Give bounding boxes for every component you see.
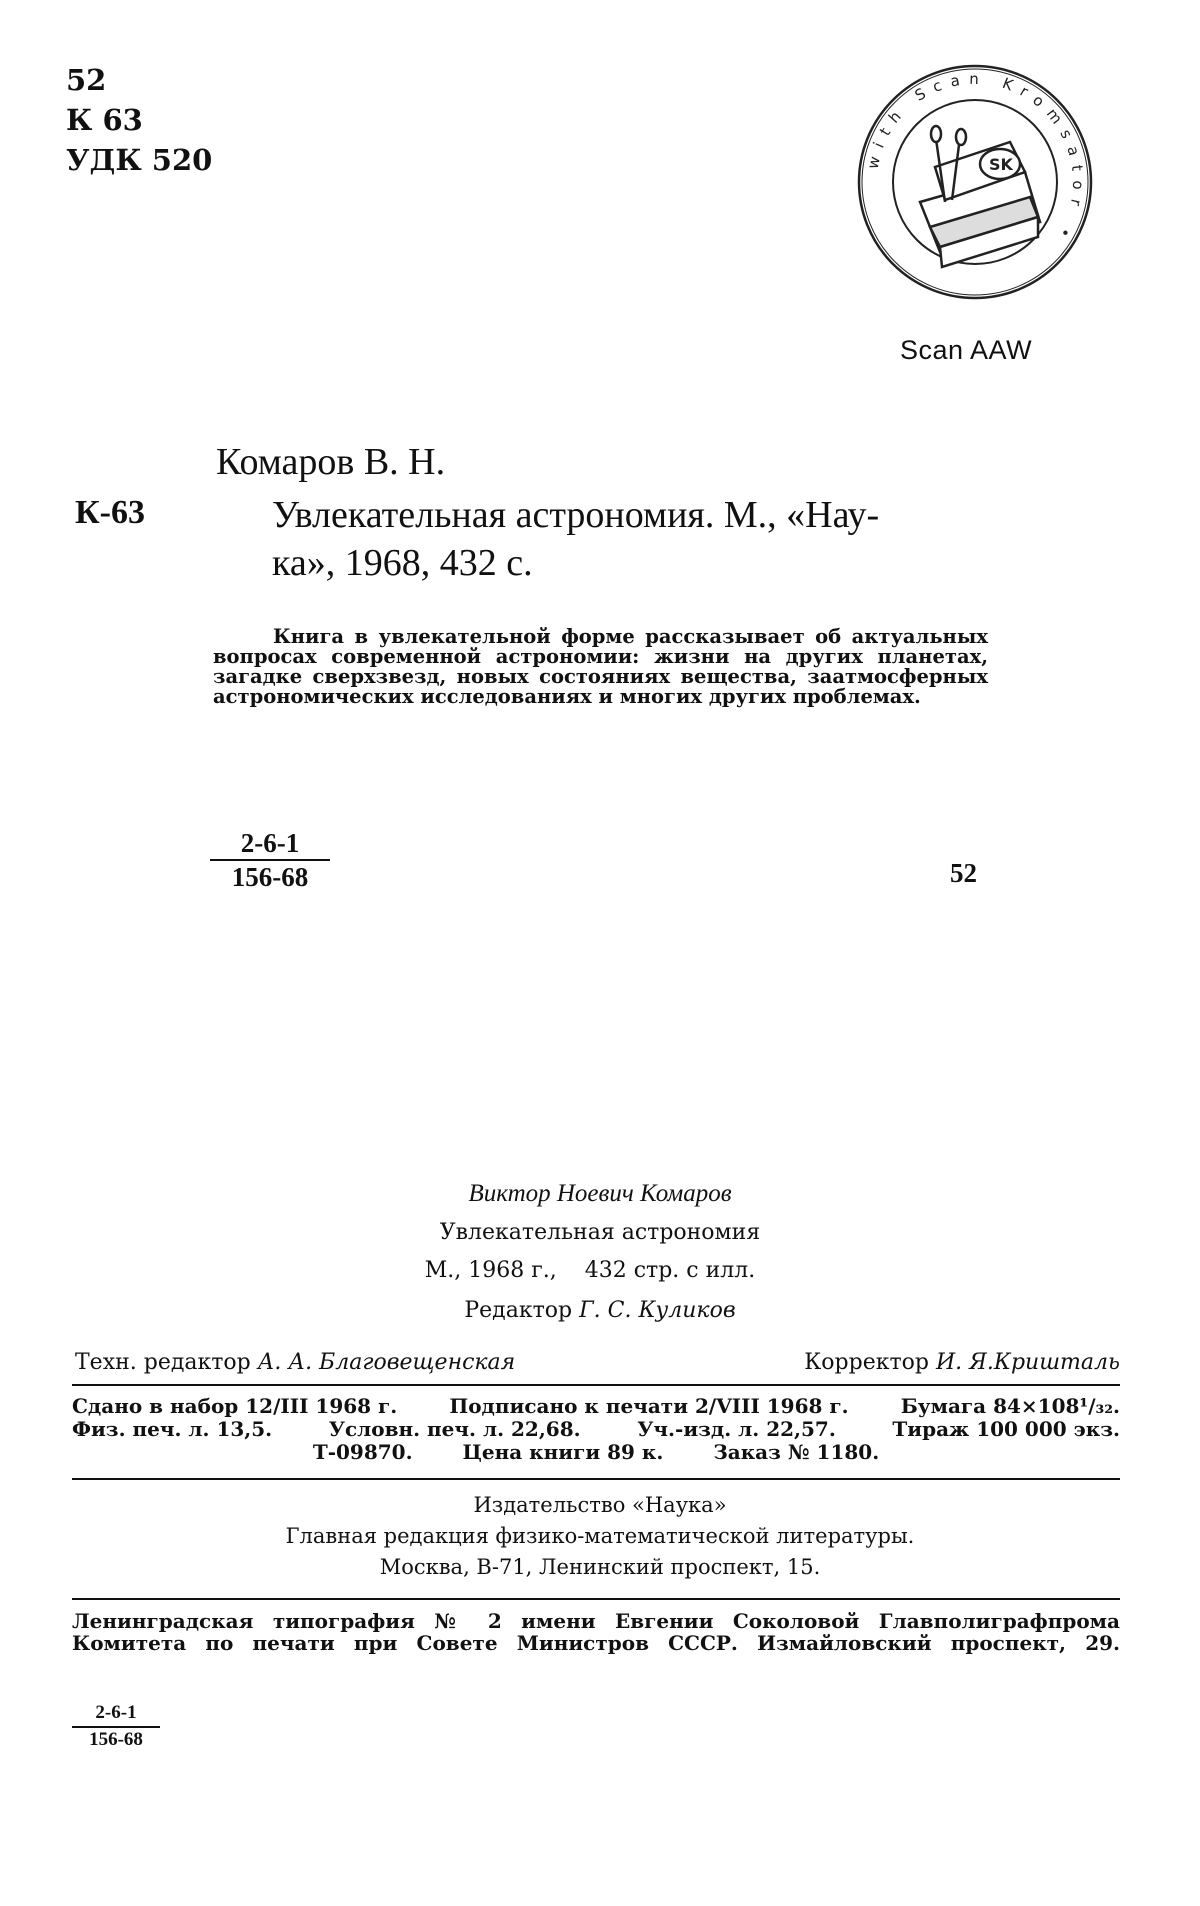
book-title-line-2: ка», 1968, 432 с. [272,542,533,584]
imprint-print-run: Тираж 100 000 экз. [892,1417,1120,1441]
catalog-number: К-63 [75,494,145,531]
imprint-block [72,1395,1120,1464]
imprint-order-no: Заказ № 1180. [713,1440,880,1464]
proofreader-name: И. Я.Кришталь [935,1350,1120,1375]
imprint-typeset-date: Сдано в набор 12/III 1968 г. [72,1394,398,1418]
imprint-conventional-sheets: Условн. печ. л. 22,68. [328,1417,581,1441]
imprint-license-no: Т-09870. [312,1440,413,1464]
colophon-title: Увлекательная астрономия [439,1220,761,1245]
imprint-physical-sheets: Физ. печ. л. 13,5. [72,1417,273,1441]
shelf-mark: К 63 [66,103,143,137]
imprint-price: Цена книги 89 к. [462,1440,664,1464]
editor-name: Г. С. Куликов [579,1298,736,1323]
divider [72,1598,1120,1600]
imprint-signed-date: Подписано к печати 2/VIII 1968 г. [449,1394,849,1418]
index-right-code: 52 [950,858,977,888]
svg-text:with Scan Kromsator •: with Scan Kromsator • [863,69,1088,249]
editor-label: Редактор [464,1298,573,1323]
colophon-publication: М., 1968 г., 432 стр. с илл. [424,1258,756,1283]
publisher-address: Москва, В-71, Ленинский проспект, 15. [379,1555,821,1579]
tech-editor-name: А. А. Благовещенская [257,1350,516,1375]
imprint-row [72,1395,1120,1418]
proofreader-credit [804,1350,1120,1375]
author-name: Комаров В. Н. [216,441,446,483]
book-stack-icon [920,126,1040,267]
colophon-author: Виктор Ноевич Комаров [468,1180,732,1207]
printer-info: Ленинградская типография № 2 имени Евгении Соколовой Главполиграфпрома Комитета по печати при Совете Министров СССР. Измайловский проспект, 29. [72,1609,1120,1655]
imprint-publisher-sheets: Уч.-изд. л. 22,57. [637,1417,836,1441]
tech-editor-label: Техн. редактор [75,1350,251,1375]
imprint-row [72,1441,1120,1464]
imprint-row [72,1418,1120,1441]
scan-label: Scan AAW [900,335,1033,365]
bbk-code: 52 [66,63,107,97]
abstract-text: Книга в увлекательной форме рассказывает об актуальных вопросах современной астрономии: жизни на других планетах, загадке сверхзвезд, новых состояниях вещества, заатмосферных астрономических исследованиях и многих других проблемах. [213,625,988,708]
colophon-editor [0,1298,1200,1323]
index-denominator: 156-68 [231,862,309,892]
book-title-line-1: Увлекательная астрономия. М., «Нау- [272,494,880,536]
divider [72,1478,1120,1480]
publisher-block [0,1490,1200,1583]
book-title-block [272,491,992,587]
publisher-name: Издательство «Наука» [473,1493,727,1517]
index-numerator: 2-6-1 [240,828,300,858]
footer-index-fraction [72,1700,160,1752]
imprint-paper-format: Бумага 84×108¹/₃₂. [900,1394,1120,1418]
udc-code: УДК 520 [66,143,213,177]
footer-index-denominator: 156-68 [89,1729,143,1750]
scan-stamp-seal [850,52,1100,312]
proofreader-label: Корректор [804,1350,929,1375]
divider [72,1384,1120,1386]
classification-block [66,60,212,180]
stamp-logo-text: SK [989,155,1013,174]
publisher-index-fraction [210,827,330,893]
footer-index-numerator: 2-6-1 [95,1702,137,1723]
tech-editor-credit [75,1350,515,1375]
publisher-office: Главная редакция физико-математической литературы. [285,1524,915,1548]
